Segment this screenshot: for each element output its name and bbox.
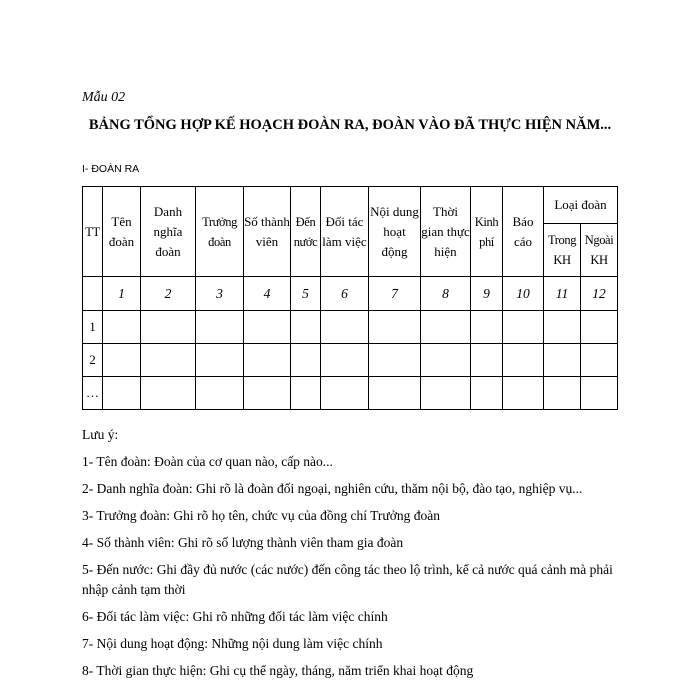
table-cell [369, 377, 421, 410]
table-cell [103, 344, 141, 377]
table-cell [369, 344, 421, 377]
note-item: 2- Danh nghĩa đoàn: Ghi rõ là đoàn đối ngoại, nghiên cứu, thăm nội bộ, đào tạo, nghiệp vụ... [82, 481, 583, 496]
header-row-1 [83, 187, 618, 224]
table-cell [581, 344, 618, 377]
table-cell [141, 311, 196, 344]
form-code: Mẫu 02 [82, 90, 126, 105]
table-cell [103, 377, 141, 410]
header-bao-cao: Báo cáo [503, 187, 544, 277]
header-ngoai-kh: Ngoài KH [581, 224, 618, 277]
table-cell [421, 344, 471, 377]
table-cell [321, 344, 369, 377]
table-cell [291, 311, 321, 344]
table-cell [321, 377, 369, 410]
table-cell [369, 311, 421, 344]
column-number: 7 [369, 277, 421, 311]
document-title: BẢNG TỔNG HỢP KẾ HOẠCH ĐOÀN RA, ĐOÀN VÀO ĐÃ THỰC HIỆN NĂM... [88, 117, 612, 133]
table-row [83, 377, 618, 410]
column-number: 4 [244, 277, 291, 311]
header-loai-doan: Loại đoàn [544, 187, 618, 224]
table-cell [291, 344, 321, 377]
header-truong-doan: Trưởng đoàn [196, 187, 244, 277]
table-cell [244, 344, 291, 377]
row-label: … [83, 377, 103, 410]
notes-section [82, 425, 622, 688]
table-cell [581, 377, 618, 410]
header-tt: TT [83, 187, 103, 277]
table-cell [421, 377, 471, 410]
note-item: 8- Thời gian thực hiện: Ghi cụ thể ngày, tháng, năm triển khai hoạt động [82, 663, 474, 678]
table-cell [544, 377, 581, 410]
delegation-table [82, 186, 618, 410]
note-item: 1- Tên đoàn: Đoàn của cơ quan nào, cấp nào... [82, 454, 333, 469]
column-number: 2 [141, 277, 196, 311]
note-item: 5- Đến nước: Ghi đầy đủ nước (các nước) đến công tác theo lộ trình, kể cả nước quá cảnh mà phải nhập cảnh tạm thời [82, 562, 613, 597]
table-cell [471, 344, 503, 377]
header-noi-dung: Nội dung hoạt động [369, 187, 421, 277]
table-cell [244, 311, 291, 344]
column-number: 8 [421, 277, 471, 311]
table-cell [503, 377, 544, 410]
column-number: 1 [103, 277, 141, 311]
table-cell [141, 344, 196, 377]
table-row [83, 344, 618, 377]
header-thoi-gian: Thời gian thực hiện [421, 187, 471, 277]
table-cell [471, 377, 503, 410]
table-cell [244, 377, 291, 410]
table-cell [544, 311, 581, 344]
column-number: 12 [581, 277, 618, 311]
header-den-nuoc: Đến nước [291, 187, 321, 277]
table-cell [581, 311, 618, 344]
table-cell [503, 311, 544, 344]
column-number: 6 [321, 277, 369, 311]
note-item: 4- Số thành viên: Ghi rõ số lượng thành viên tham gia đoàn [82, 535, 404, 550]
table-cell [196, 344, 244, 377]
notes-heading: Lưu ý: [82, 427, 119, 442]
table-cell [196, 377, 244, 410]
table-cell [141, 377, 196, 410]
table-cell [421, 311, 471, 344]
note-item: 3- Trưởng đoàn: Ghi rõ họ tên, chức vụ của đồng chí Trưởng đoàn [82, 508, 440, 523]
header-doi-tac: Đối tác làm việc [321, 187, 369, 277]
header-ten-doan: Tên đoàn [103, 187, 141, 277]
note-item: 6- Đối tác làm việc: Ghi rõ những đối tác làm việc chính [82, 609, 388, 624]
section-heading: I- ĐOÀN RA [82, 163, 140, 175]
header-danh-nghia-doan: Danh nghĩa đoàn [141, 187, 196, 277]
table-cell [196, 311, 244, 344]
table-row [83, 311, 618, 344]
table-cell [103, 311, 141, 344]
header-kinh-phi: Kinh phí [471, 187, 503, 277]
column-number: 5 [291, 277, 321, 311]
column-number: 10 [503, 277, 544, 311]
table-cell [321, 311, 369, 344]
table-cell [291, 377, 321, 410]
row-label: 1 [83, 311, 103, 344]
column-number: 3 [196, 277, 244, 311]
header-so-thanh-vien: Số thành viên [244, 187, 291, 277]
table-cell [544, 344, 581, 377]
column-number-row [83, 277, 618, 311]
column-number: 11 [544, 277, 581, 311]
header-trong-kh: Trong KH [544, 224, 581, 277]
note-item: 7- Nội dung hoạt động: Những nội dung làm việc chính [82, 636, 383, 651]
column-number: 9 [471, 277, 503, 311]
row-label: 2 [83, 344, 103, 377]
table-cell [471, 311, 503, 344]
table-cell [503, 344, 544, 377]
column-number-blank [83, 277, 103, 311]
